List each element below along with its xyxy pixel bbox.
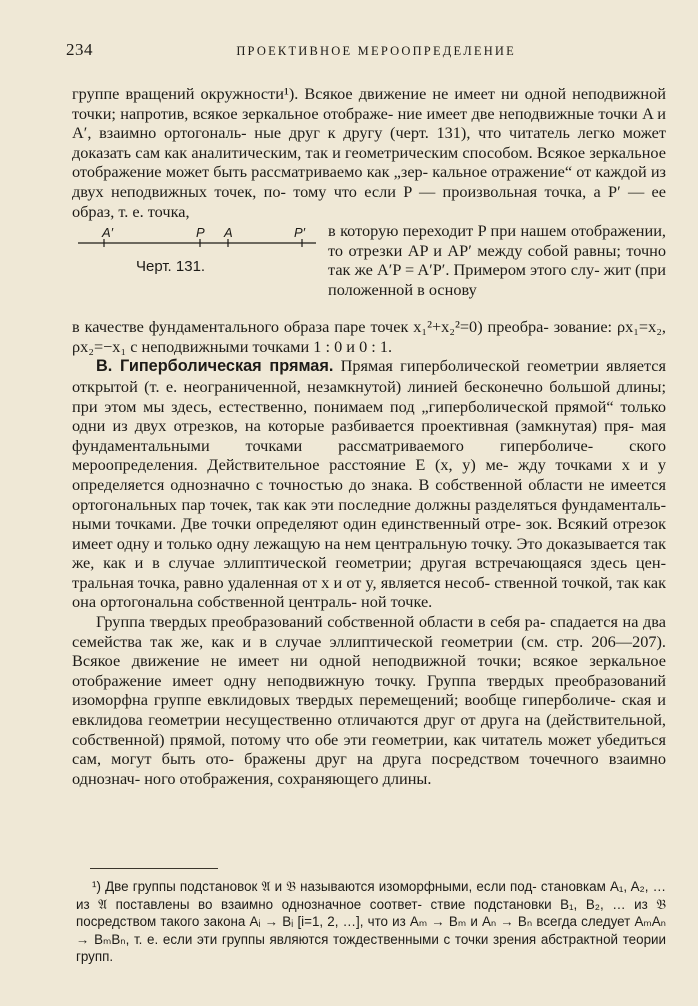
footnote-line: ¹) Две группы подстановок 𝔄 и 𝔅 называются изоморфными, если под- <box>92 879 537 894</box>
section-title: В. Гиперболическая прямая. <box>96 357 334 376</box>
text-line: является открытой (т. е. неограниченной, незамкнутой) линией <box>72 356 666 396</box>
text-line: в качестве фундаментального образа паре точек x₁²+x₂²=0) преобра- <box>72 317 549 337</box>
text-line: ные друг к другу (черт. 131), что читатель легко может доказать <box>72 123 666 162</box>
footnote-line: становкам A₁, A₂, … из 𝔄 поставлены во взаимно однозначное соответ- <box>76 879 666 912</box>
text-line: точек, так как эти последние должны разделяться фундаменталь- <box>210 494 666 514</box>
paragraph-1 <box>72 84 666 221</box>
text-line: бесконечно большой длины; при этом мы здесь, естественно, <box>72 376 666 416</box>
figure-caption: Черт. 131. <box>136 258 206 276</box>
text-line: знака. В собственной области не имеется ортогональных пар <box>72 474 666 514</box>
text-line: ными точками. Две точки определяют один единственный отре- <box>72 514 522 534</box>
text-line: ская и евклидова геометрии несущественно отличаются друг от <box>72 690 666 730</box>
text-line: сам как аналитическим, так и геометрическим способом. Всякое <box>135 142 586 162</box>
text-line: зеркальное отображение может быть рассматриваемо как „зер- <box>72 142 666 182</box>
text-line: группе вращений окружности¹). Всякое движение не имеет ни <box>72 84 519 103</box>
text-line: ственной точкой, так как она ортогональна собственной централь- <box>72 572 667 612</box>
footnote <box>76 878 666 966</box>
text-line: эллиптической геометрии; другая встречающаяся здесь цен- <box>223 553 666 573</box>
text-line: центральную точку. Это доказывается так же, как и в случае <box>72 533 666 573</box>
text-line: Группа твердых преобразований собственной области в себя ра- <box>96 612 546 632</box>
text-line: тому что если P — произвольная точка, а P′ — ее образ, т. е. точка, <box>72 181 666 221</box>
paragraph-1-tail <box>72 317 666 356</box>
text-line: жду точками x и y определяется однозначно с точностью до <box>72 455 666 494</box>
body-text <box>72 84 666 788</box>
text-line: эти геометрии, как читатель может убедиться сам, могут быть ото- <box>72 729 666 769</box>
text-line: группе евклидовых твердых перемещений; вообще гиперболиче- <box>153 690 616 710</box>
text-line: бражены друг на друга посредством точечного взаимно однознач- <box>72 749 666 788</box>
paragraph-2 <box>72 356 666 612</box>
text-line: геометрии (см. стр. 206—207). Всякое движение не имеет ни одной <box>72 631 666 671</box>
footnote-line: 2, …], что из Aₘ → Bₘ и Aₙ → Bₙ всегда следует AₘAₙ → BₘBₙ, т. е. <box>76 914 667 947</box>
text-line: спадается на два семейства так же, как и в случае эллиптической <box>72 612 666 651</box>
text-line: неподвижную точку. Группа твердых преобразований изоморфна <box>72 670 666 710</box>
text-line: отображении, то отрезки AP и AP′ <box>328 221 666 260</box>
page-header <box>66 40 656 64</box>
figure-label-a: A <box>224 225 233 241</box>
text-line: между собой равны; точно так же <box>328 240 666 280</box>
footnote-line: ствие подстановки B₁, B₂, … из 𝔅 посредством такого закона Aᵢ → Bᵢ [i=1, <box>76 896 666 930</box>
text-line: в которую переходит P при нашем <box>328 221 567 241</box>
text-line: ного отображения, сохраняющего длины. <box>144 768 432 788</box>
text-line: одной неподвижной точки; напротив, всякое зеркальное отображе- <box>72 84 666 123</box>
text-line: ной точке. <box>361 592 433 612</box>
running-head: ПРОЕКТИВНОЕ МЕРООПРЕДЕЛЕНИЕ <box>236 44 516 58</box>
page-number: 234 <box>66 40 93 59</box>
text-line: Прямая гиперболической геометрии <box>340 356 599 376</box>
figure-label-a-prime: A′ <box>102 225 114 241</box>
text-line: ского мероопределения. Действительное расстояние E (x, y) ме- <box>72 435 666 475</box>
text-line: отрезков, на которые разбивается проективная (замкнутая) пря- <box>173 416 634 436</box>
text-line: понимаем под „гиперболической прямой“ только одни из двух <box>72 396 666 436</box>
text-line: A′P = A′P′. Примером этого слу- <box>377 260 600 280</box>
figure-label-p: P <box>196 225 205 241</box>
text-line: друга на (действительной, собственной) прямой, потому что обе <box>72 710 666 749</box>
footnote-divider <box>90 868 218 869</box>
text-line: мая фундаментальными точками рассматриваемого гиперболиче- <box>72 416 666 455</box>
text-line: неподвижной точки; всякое зеркальное отображение имеет одну <box>72 651 666 690</box>
paragraph-3 <box>72 612 666 788</box>
footnote-line: если эти группы являются тождественными с точки зрения абстрактной <box>162 931 618 947</box>
text-line: ние имеет две неподвижные точки A и A′, взаимно ортогональ- <box>72 103 666 143</box>
text-line: зование: ρx₁=x₂, ρx₂=−x₁ с неподвижными точками 1 : 0 и 0 : 1. <box>72 317 666 356</box>
footnote-text <box>76 878 666 966</box>
text-line: жит (при положенной в основу <box>328 260 666 299</box>
figure-131 <box>72 221 320 317</box>
figure-label-p-prime: P′ <box>294 225 306 241</box>
text-line: зок. Всякий отрезок имеет одну и только одну лежащую на нем <box>72 514 666 553</box>
text-line: тральная точка, равно удаленная от x и от y, является несоб- <box>72 572 491 592</box>
text-line: кальное отражение“ от каждой из двух неподвижных точек, по- <box>72 162 666 201</box>
footnote-line: теории групп. <box>76 931 666 965</box>
